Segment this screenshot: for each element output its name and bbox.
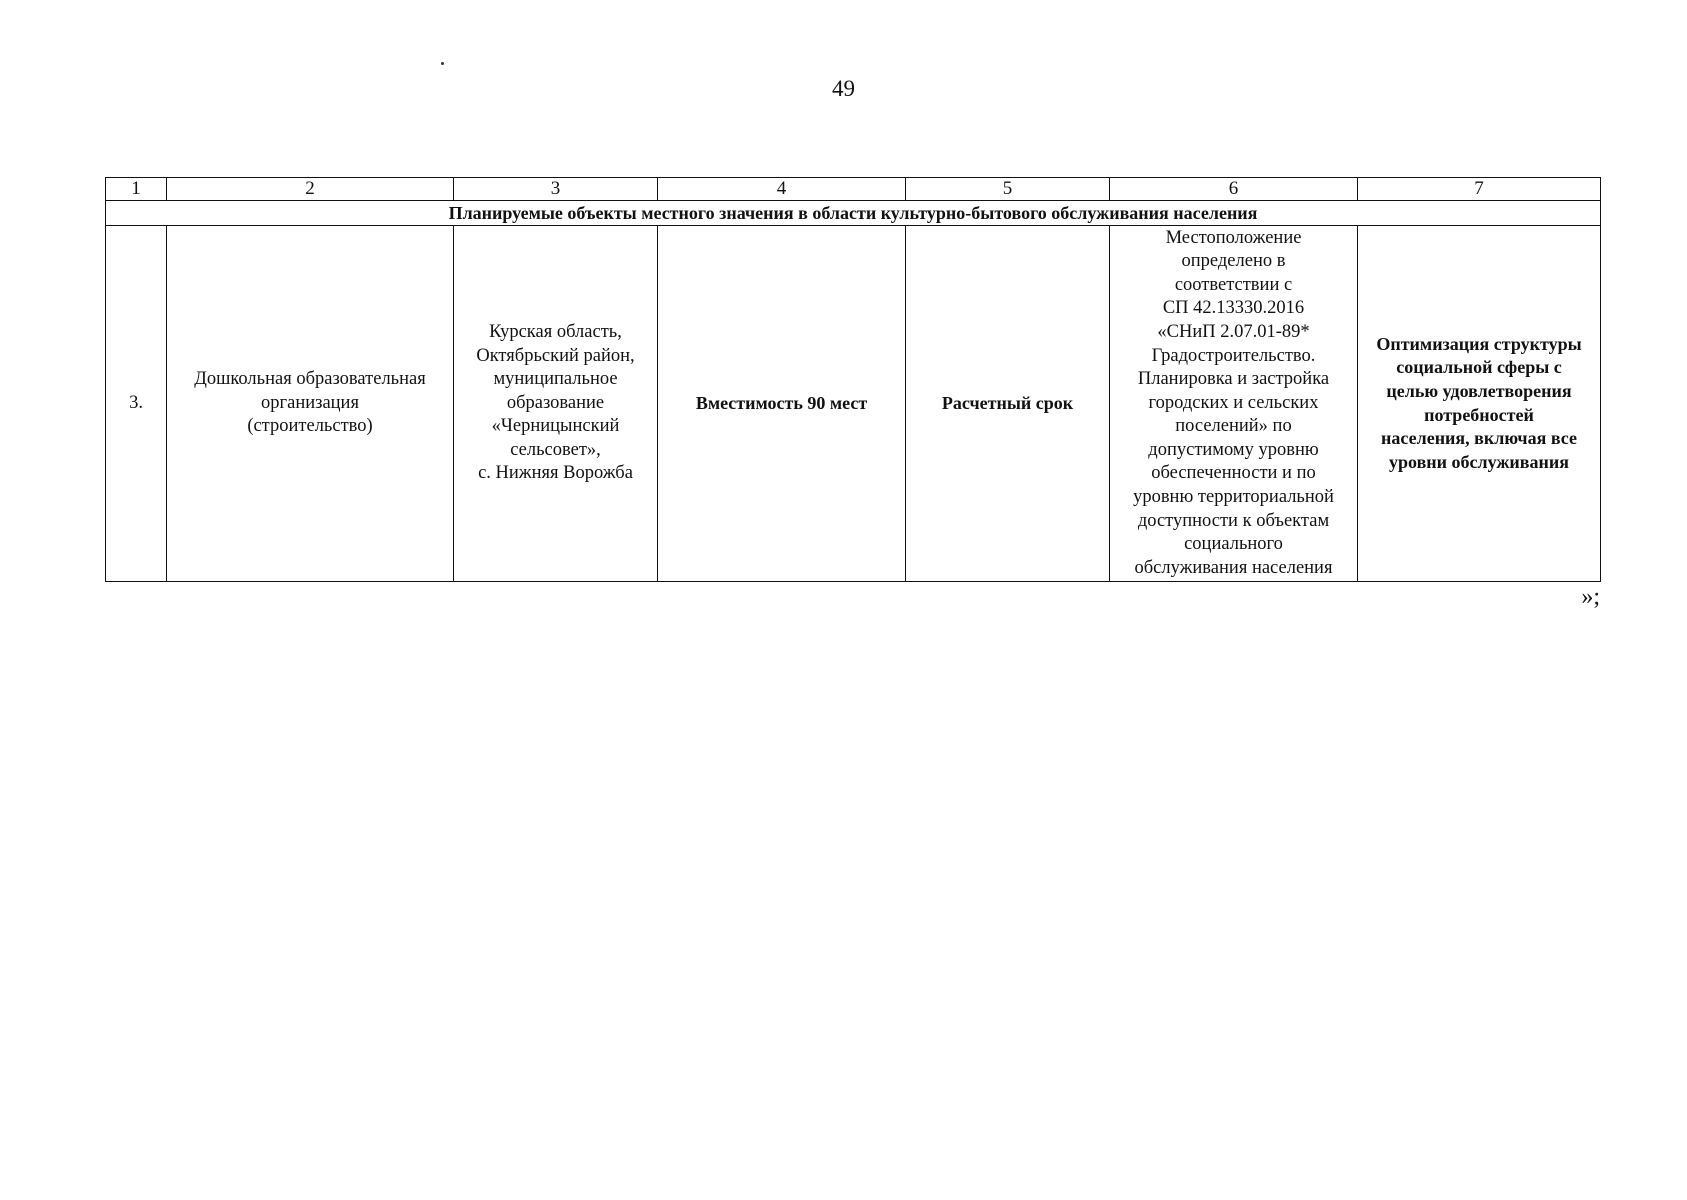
justification-cell: Местоположение определено в соответствии с СП 42.13330.2016 «СНиП 2.07.01-89* Градостроительство. Планировка и застройка городских и сельских поселений» по допустимому уровню обеспеченности и по уровню территориальной доступности к объектам социального обслуживания населения [1110, 226, 1358, 582]
column-number-row [106, 178, 1601, 201]
section-row [106, 201, 1601, 226]
scan-speck [441, 62, 444, 65]
column-number-7: 7 [1358, 178, 1601, 201]
location-cell: Курская область, Октябрьский район, муниципальное образование «Черницынский сельсовет», с. Нижняя Ворожба [454, 226, 658, 582]
table-row [106, 226, 1601, 582]
closing-mark: »; [1581, 584, 1600, 610]
row-number: 3. [106, 226, 167, 582]
column-number-1: 1 [106, 178, 167, 201]
term-cell: Расчетный срок [906, 226, 1110, 582]
column-number-6: 6 [1110, 178, 1358, 201]
column-number-4: 4 [658, 178, 906, 201]
page-number: 49 [832, 76, 855, 101]
column-number-5: 5 [906, 178, 1110, 201]
section-title: Планируемые объекты местного значения в области культурно-бытового обслуживания населения [106, 201, 1601, 226]
purpose-cell: Оптимизация структуры социальной сферы с целью удовлетворения потребностей населения, включая все уровни обслуживания [1358, 226, 1601, 582]
column-number-3: 3 [454, 178, 658, 201]
object-name-cell: Дошкольная образовательная организация (строительство) [167, 226, 454, 582]
characteristics-cell: Вместимость 90 мест [658, 226, 906, 582]
planning-table [105, 177, 1601, 582]
column-number-2: 2 [167, 178, 454, 201]
